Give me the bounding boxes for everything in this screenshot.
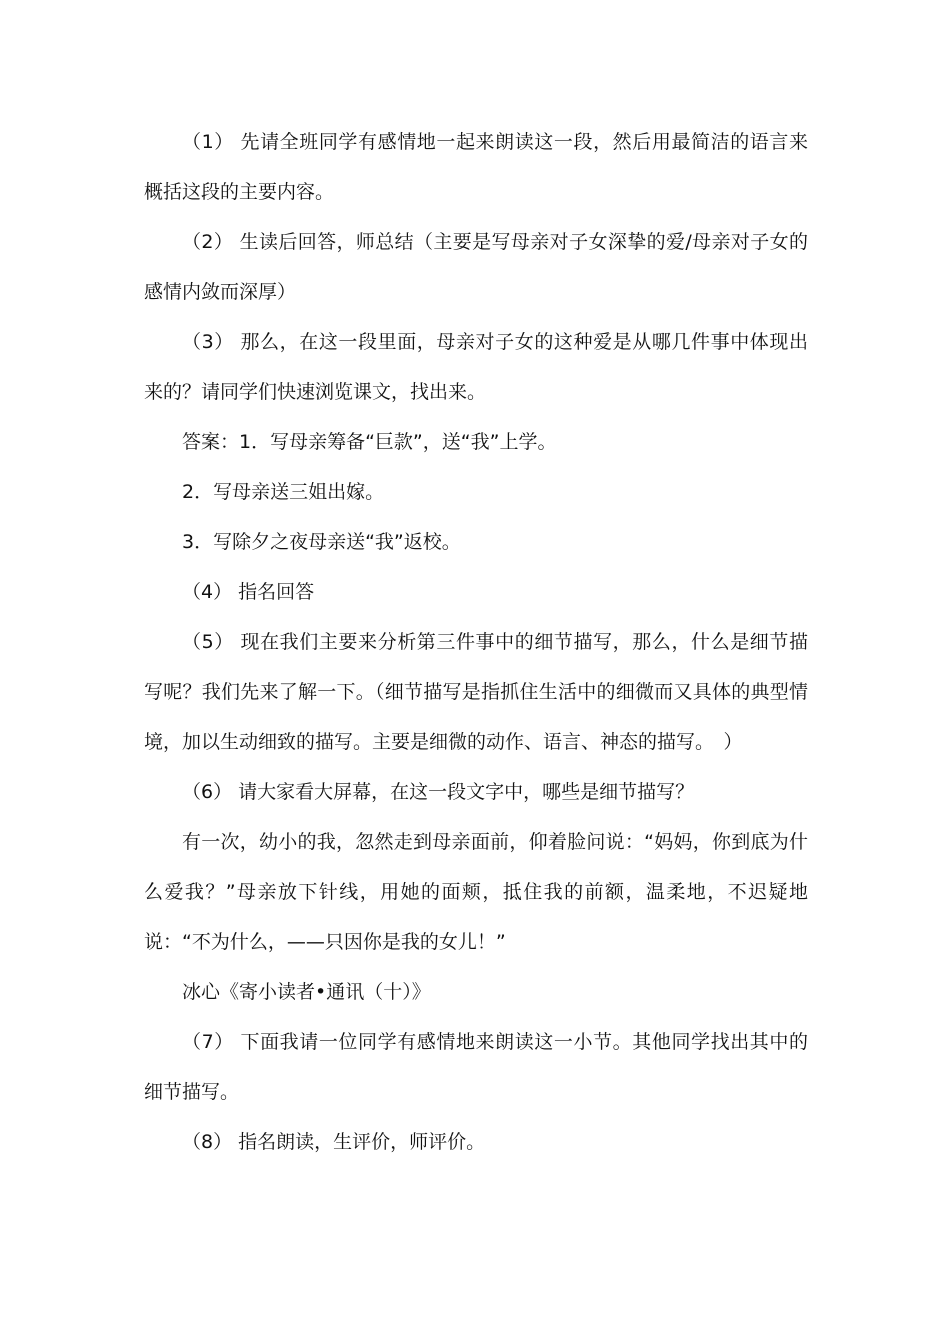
paragraph-step-6: （6） 请大家看大屏幕，在这一段文字中，哪些是细节描写？	[182, 781, 695, 803]
answer-line-3: 3．写除夕之夜母亲送“我”返校。	[182, 531, 461, 553]
paragraph-step-7: （7） 下面我请一位同学有感情地来朗读这一小节。其他同学找出其中的细节描写。	[144, 1031, 808, 1103]
paragraph-step-1: （1） 先请全班同学有感情地一起来朗读这一段，然后用最简洁的语言来概括这段的主要内容。	[144, 131, 808, 203]
paragraph-step-4: （4） 指名回答	[182, 581, 315, 603]
quoted-passage: 有一次，幼小的我，忽然走到母亲面前，仰着脸问说：“妈妈，你到底为什么爱我？”母亲放下针线，用她的面颊，抵住我的前额，温柔地，不迟疑地说：“不为什么，——只因你是我的女儿！”	[144, 831, 808, 953]
paragraph-step-3: （3） 那么，在这一段里面，母亲对子女的这种爱是从哪几件事中体现出来的？请同学们快速浏览课文，找出来。	[144, 331, 808, 403]
paragraph-step-8: （8） 指名朗读，生评价，师评价。	[182, 1131, 486, 1153]
document-body	[144, 117, 808, 1167]
paragraph-step-5: （5） 现在我们主要来分析第三件事中的细节描写，那么，什么是细节描写呢？我们先来了解一下。（细节描写是指抓住生活中的细微而又具体的典型情境，加以生动细致的描写。主要是细微的动作、语言、神态的描写。 ）	[144, 631, 808, 753]
answer-line-1: 答案：1．写母亲筹备“巨款”，送“我”上学。	[182, 431, 557, 453]
paragraph-step-2: （2） 生读后回答，师总结（主要是写母亲对子女深挚的爱/母亲对子女的感情内敛而深厚）	[144, 231, 808, 303]
passage-source: 冰心《寄小读者•通讯（十）》	[182, 981, 431, 1003]
answer-line-2: 2．写母亲送三姐出嫁。	[182, 481, 385, 503]
